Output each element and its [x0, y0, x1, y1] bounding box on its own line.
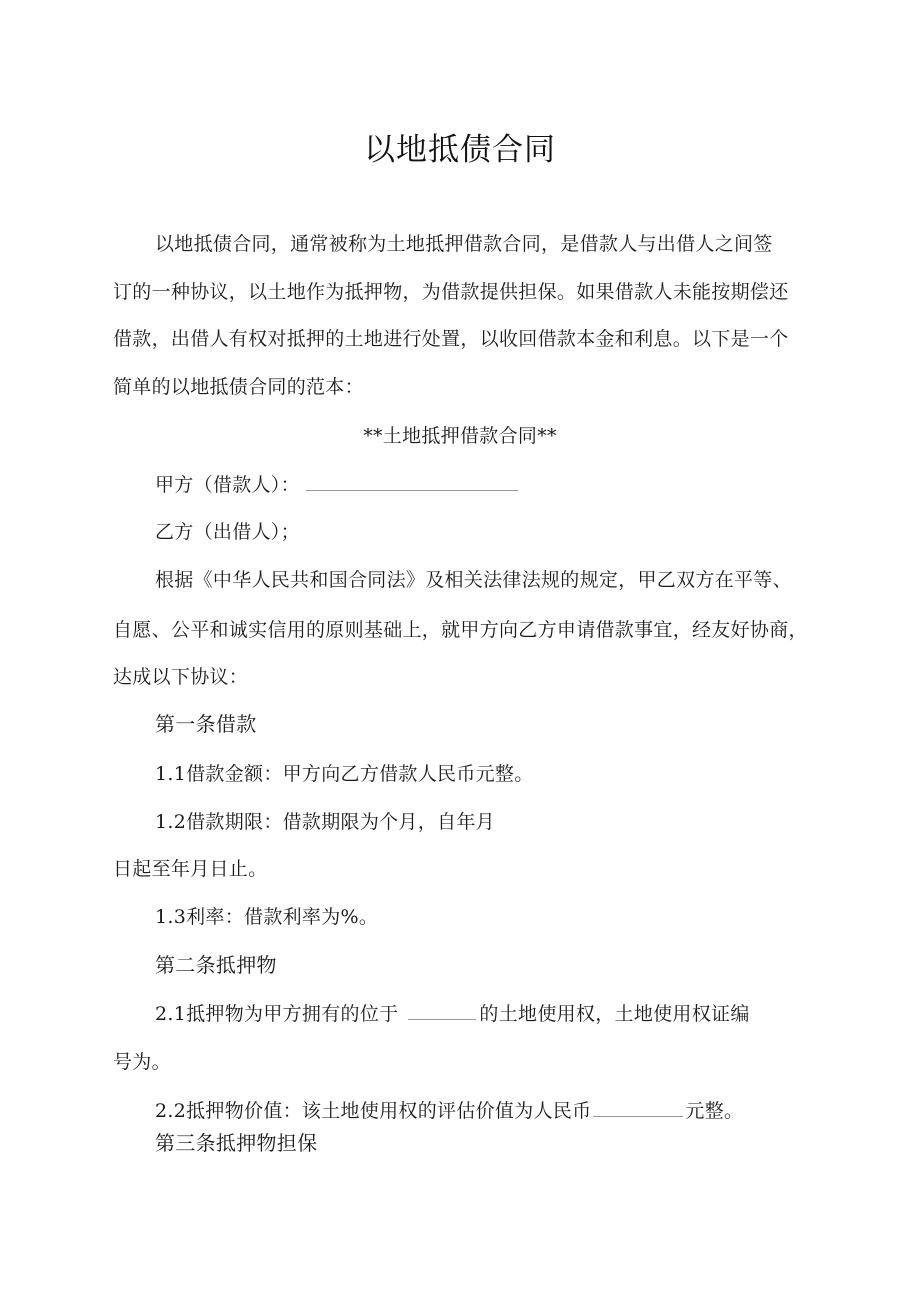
article-2-item-1-line-1	[155, 1002, 750, 1026]
article-2-item-2-before: 2.2抵押物价值：该土地使用权的评估价值为人民币	[155, 1100, 592, 1122]
article-1-item-2-line-1: 1.2借款期限：借款期限为个月，自年月	[155, 811, 495, 833]
article-1-heading: 第一条借款	[155, 712, 257, 736]
basis-line-2: 自愿、公平和诚实信用的原则基础上，就甲方向乙方申请借款事宜，经友好协商，	[113, 619, 808, 641]
article-1-item-3: 1.3利率：借款利率为%。	[155, 906, 379, 928]
article-2-item-1-after: 的土地使用权，土地使用权证编	[479, 1003, 750, 1025]
article-1-item-1: 1.1借款金额：甲方向乙方借款人民币元整。	[155, 763, 534, 785]
intro-line-1: 以地抵债合同，通常被称为土地抵押借款合同，是借款人与出借人之间签	[155, 233, 773, 255]
article-2-item-1-line-2: 号为。	[113, 1051, 171, 1073]
party-a-blank	[306, 476, 518, 491]
basis-line-3: 达成以下协议：	[113, 666, 249, 688]
intro-line-2: 订的一种协议，以土地作为抵押物，为借款提供担保。如果借款人未能按期偿还	[113, 281, 789, 303]
contract-subtitle: **土地抵押借款合同**	[363, 425, 557, 447]
article-3-heading: 第三条抵押物担保	[155, 1131, 318, 1155]
party-b-label: 乙方（出借人）；	[155, 521, 300, 543]
party-a-label: 甲方（借款人）：	[155, 474, 300, 496]
article-2-item-1-before: 2.1抵押物为甲方拥有的位于	[155, 1003, 399, 1025]
article-1-item-2-line-2: 日起至年月日止。	[113, 858, 268, 880]
document-title: 以地抵债合同	[364, 132, 556, 168]
party-a-line	[155, 473, 518, 497]
intro-line-4: 简单的以地抵债合同的范本：	[113, 376, 364, 398]
article-2-item-2	[155, 1099, 743, 1123]
article-2-item-2-after: 元整。	[685, 1100, 744, 1122]
intro-line-3: 借款，出借人有权对抵押的土地进行处置，以收回借款本金和利息。以下是一个	[113, 328, 789, 350]
location-blank	[408, 1005, 476, 1020]
valuation-blank	[593, 1102, 683, 1117]
article-2-heading: 第二条抵押物	[155, 953, 277, 977]
basis-line-1: 根据《中华人民共和国合同法》及相关法律法规的规定，甲乙双方在平等、	[155, 569, 792, 591]
